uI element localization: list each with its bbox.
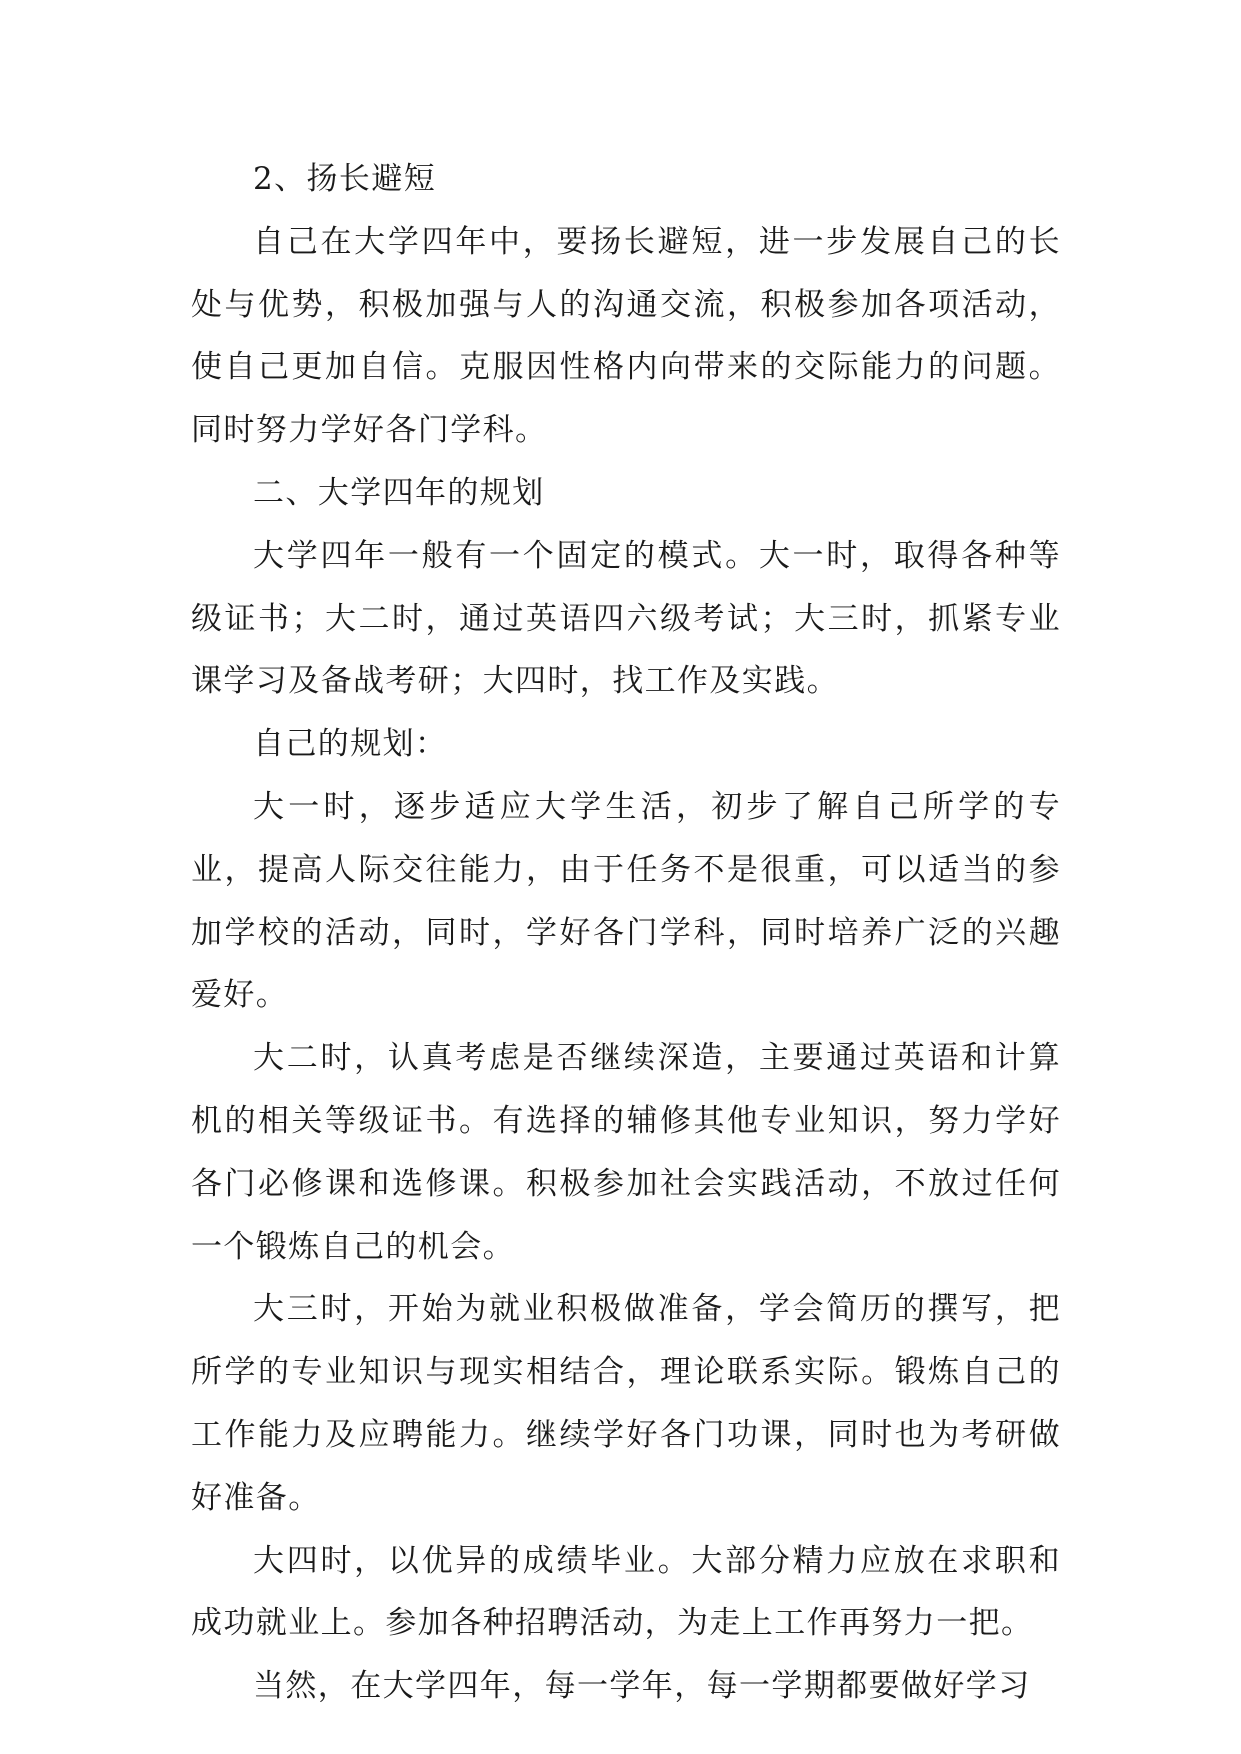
paragraph-year-four: 大四时，以优异的成绩毕业。大部分精力应放在求职和成功就业上。参加各种招聘活动，为走上工作再努力一把。 bbox=[191, 1542, 1061, 1642]
section-heading-four-year-plan: 二、大学四年的规划 bbox=[253, 474, 545, 511]
paragraph-own-plan-label: 自己的规划： bbox=[253, 726, 448, 763]
paragraph-general-pattern: 大学四年一般有一个固定的模式。大一时，取得各种等级证书；大二时，通过英语四六级考试；大三时，抓紧专业课学习及备战考研；大四时，找工作及实践。 bbox=[191, 537, 1061, 700]
paragraph-conclusion: 当然，在大学四年，每一学年，每一学期都要做好学习 bbox=[253, 1668, 1031, 1705]
paragraph-year-two: 大二时，认真考虑是否继续深造，主要通过英语和计算机的相关等级证书。有选择的辅修其他专业知识，努力学好各门必修课和选修课。积极参加社会实践活动，不放过任何一个锻炼自己的机会。 bbox=[191, 1040, 1061, 1265]
document-body bbox=[191, 148, 1061, 1718]
paragraph-year-three: 大三时，开始为就业积极做准备，学会简历的撰写，把所学的专业知识与现实相结合，理论联系实际。锻炼自己的工作能力及应聘能力。继续学好各门功课，同时也为考研做好准备。 bbox=[191, 1291, 1061, 1516]
paragraph-year-one: 大一时，逐步适应大学生活，初步了解自己所学的专业，提高人际交往能力，由于任务不是很重，可以适当的参加学校的活动，同时，学好各门学科，同时培养广泛的兴趣爱好。 bbox=[191, 788, 1061, 1014]
paragraph-strengths: 自己在大学四年中，要扬长避短，进一步发展自己的长处与优势，积极加强与人的沟通交流，积极参加各项活动，使自己更加自信。克服因性格内向带来的交际能力的问题。同时努力学好各门学科。 bbox=[191, 223, 1061, 449]
section-heading-strengths: 2、扬长避短 bbox=[253, 161, 437, 197]
